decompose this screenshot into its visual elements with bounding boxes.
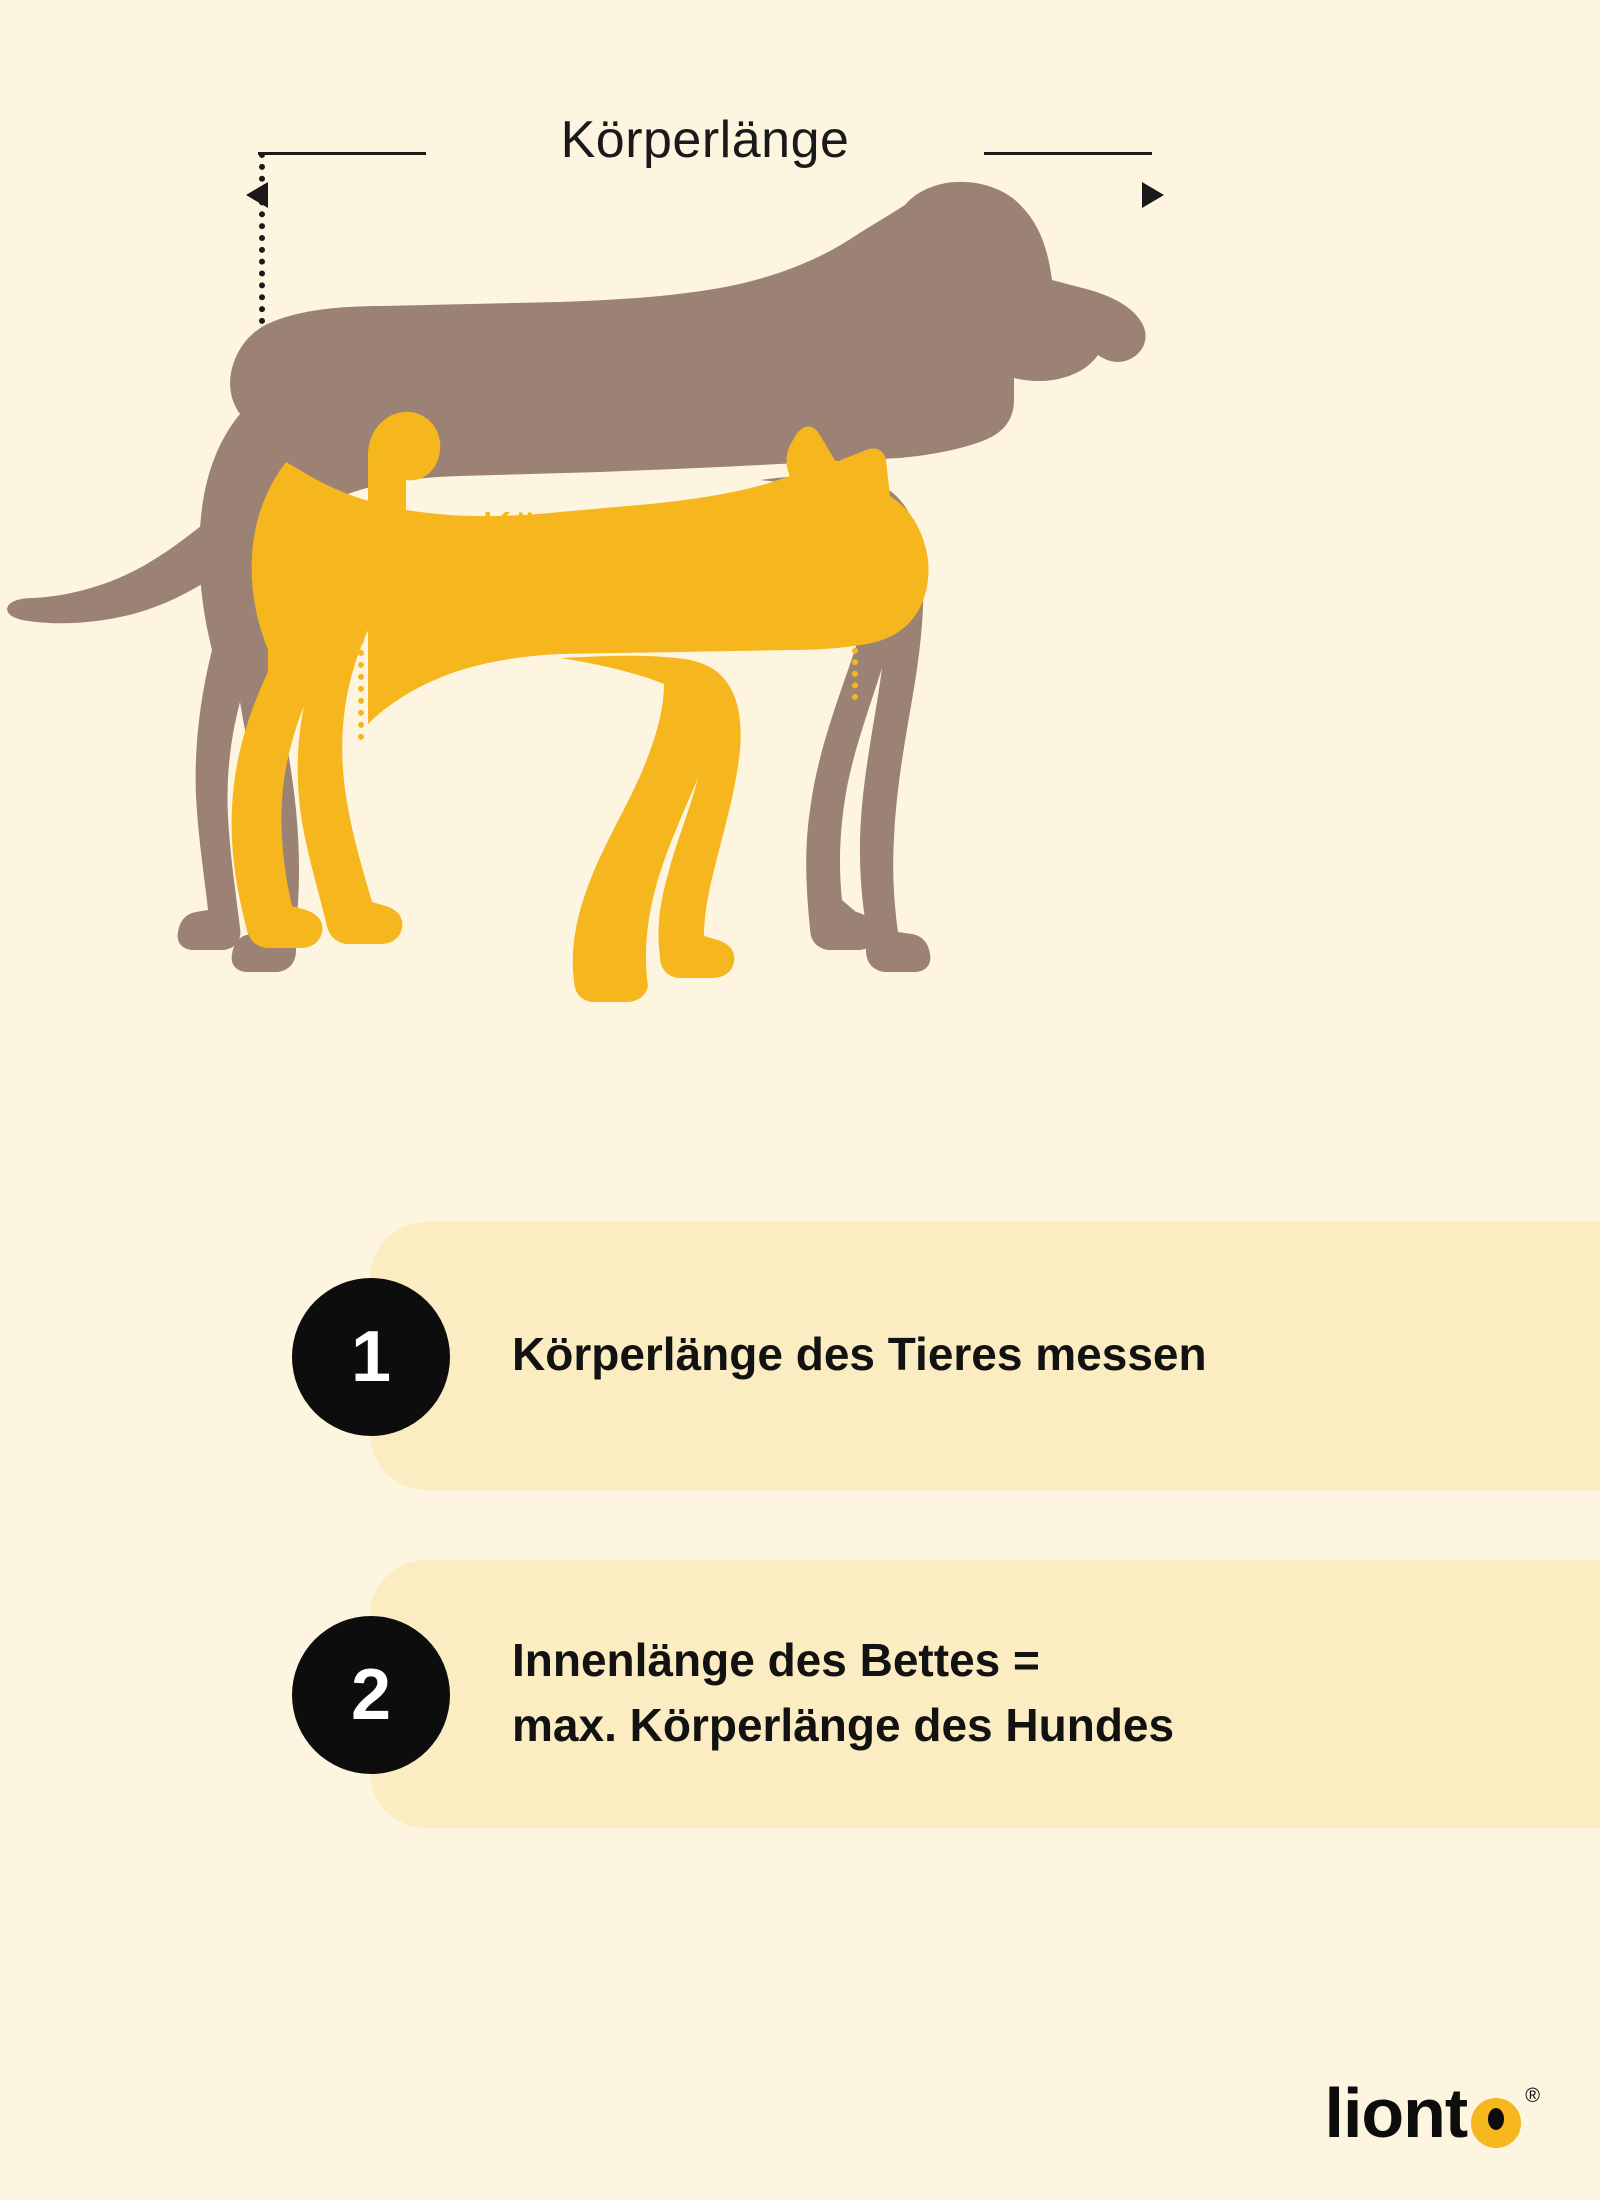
step-number-badge-1: 1 xyxy=(292,1278,450,1436)
lionto-logo xyxy=(1324,2068,1540,2152)
logo-text: liont xyxy=(1324,2074,1468,2152)
step-text-1 xyxy=(512,1210,1207,1500)
step-number-badge-2: 2 xyxy=(292,1616,450,1774)
cat-length-label: Körperlänge xyxy=(481,502,733,554)
cat-length-measurement xyxy=(352,500,862,590)
cat-guide-line-right xyxy=(852,590,858,700)
cat-arrow-line xyxy=(360,572,854,576)
step-2-line-1: Innenlänge des Bettes = xyxy=(512,1633,1040,1686)
cat-guide-line-left xyxy=(358,590,364,740)
step-1-line-1: Körperlänge des Tieres messen xyxy=(512,1328,1207,1381)
step-text-2 xyxy=(512,1548,1174,1838)
step-2-line-2: max. Körperlänge des Hundes xyxy=(512,1699,1175,1751)
step-item-1 xyxy=(0,1210,1600,1500)
dog-length-label: Körperlänge xyxy=(560,111,850,169)
logo-registered-mark: ® xyxy=(1525,2085,1540,2107)
animals-illustration xyxy=(0,150,1600,1150)
logo-paw-icon xyxy=(1471,2098,1521,2148)
step-item-2 xyxy=(0,1548,1600,1838)
steps-list xyxy=(0,1210,1600,1886)
cat-arrowhead-left-icon xyxy=(342,561,362,585)
cat-arrowhead-right-icon xyxy=(852,561,872,585)
